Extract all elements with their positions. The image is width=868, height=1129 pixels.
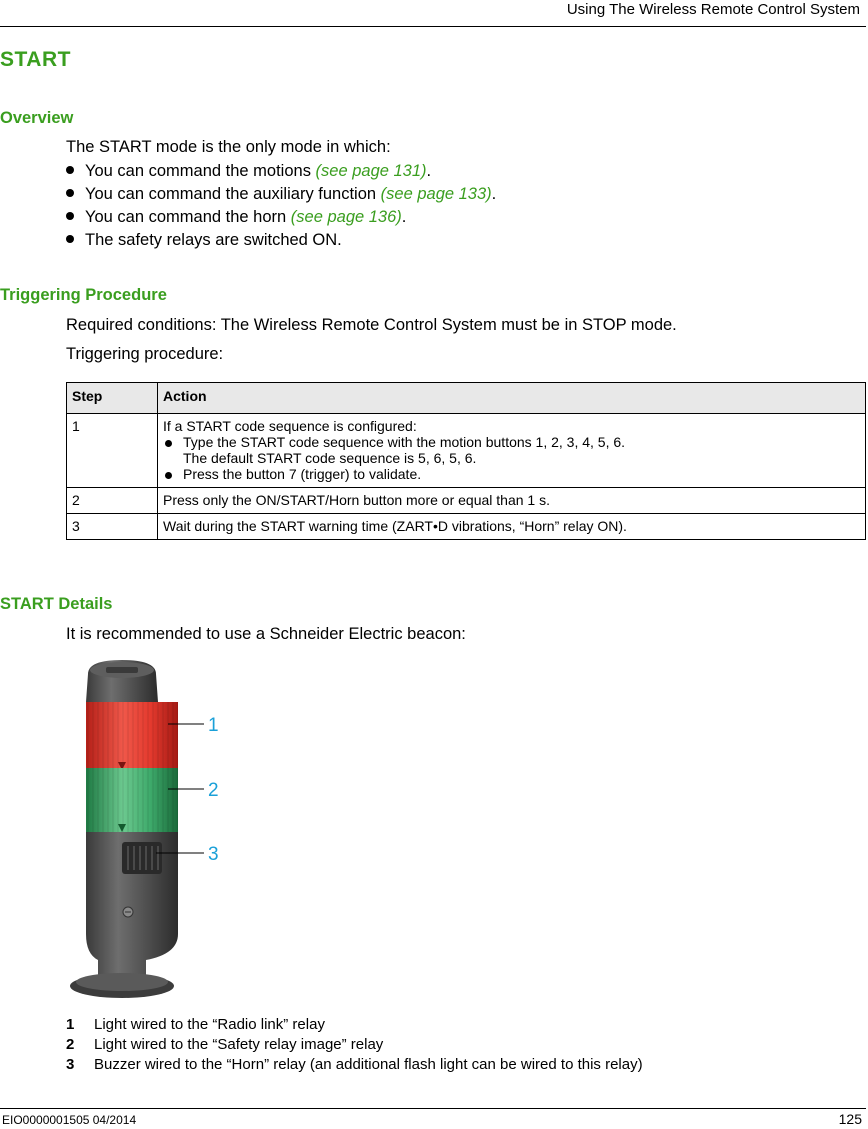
beacon-svg: [66, 654, 246, 1010]
details-heading: START Details: [0, 595, 113, 613]
bullet-dot: [165, 440, 172, 447]
bullet-dot: [66, 189, 74, 197]
action-bullet: Type the START code sequence with the motion buttons 1, 2, 3, 4, 5, 6.: [163, 434, 859, 450]
callout-1: 1: [208, 715, 219, 736]
legend-item: [66, 1036, 383, 1053]
table-header-row: [67, 383, 866, 414]
details-intro: It is recommended to use a Schneider Electric beacon:: [66, 625, 466, 643]
overview-bullet: You can command the horn (see page 136).: [66, 208, 406, 227]
overview-bullet: The safety relays are switched ON.: [66, 231, 342, 250]
legend-item: [66, 1016, 325, 1033]
legend-text: Light wired to the “Radio link” relay: [94, 1016, 325, 1033]
procedure-label: Triggering procedure:: [66, 345, 224, 363]
legend-text: Buzzer wired to the “Horn” relay (an additional flash light can be wired to this relay): [94, 1056, 643, 1073]
required-conditions: Required conditions: The Wireless Remote Control System must be in STOP mode.: [66, 316, 677, 334]
legend-number: 1: [66, 1016, 75, 1033]
legend-number: 2: [66, 1036, 75, 1053]
overview-bullet: You can command the motions (see page 131).: [66, 162, 431, 181]
header-title: Using The Wireless Remote Control System: [566, 1, 860, 18]
beacon-illustration: [66, 654, 246, 1010]
callout-3: 3: [208, 844, 219, 865]
column-header-step: Step: [67, 383, 158, 414]
table-row: [67, 514, 866, 540]
overview-heading: Overview: [0, 109, 74, 127]
action-cell: [158, 414, 866, 488]
page-link[interactable]: (see page 131): [315, 162, 427, 180]
bullet-dot: [66, 235, 74, 243]
action-bullet-sub: The default START code sequence is 5, 6, 5, 6.: [183, 450, 477, 466]
page-header: [0, 0, 866, 27]
bullet-dot: [66, 212, 74, 220]
procedure-table: [66, 382, 866, 540]
page-title: START: [0, 48, 71, 71]
table-row: [67, 414, 866, 488]
footer-doc-id: EIO0000001505 04/2014: [2, 1113, 137, 1127]
footer-rule: [0, 1108, 866, 1109]
footer-page-number: 125: [838, 1111, 862, 1127]
triggering-heading: Triggering Procedure: [0, 286, 167, 304]
bullet-dot: [66, 166, 74, 174]
step-cell: 1: [67, 414, 158, 488]
beacon-cap-slot: [106, 667, 138, 673]
column-header-action: Action: [158, 383, 866, 414]
table-row: [67, 488, 866, 514]
legend-text: Light wired to the “Safety relay image” relay: [94, 1036, 384, 1053]
step-cell: 3: [67, 514, 158, 540]
overview-intro: The START mode is the only mode in which:: [66, 138, 391, 156]
legend-item: [66, 1056, 643, 1073]
beacon-base: [86, 882, 178, 976]
page-link[interactable]: (see page 136): [290, 208, 402, 226]
page-link[interactable]: (see page 133): [380, 185, 492, 203]
action-cell: Press only the ON/START/Horn button more or equal than 1 s.: [158, 488, 866, 514]
callout-2: 2: [208, 780, 219, 801]
overview-bullet: You can command the auxiliary function (see page 133).: [66, 185, 496, 204]
action-bullet: Press the button 7 (trigger) to validate.: [163, 466, 859, 482]
action-cell: Wait during the START warning time (ZART•D vibrations, “Horn” relay ON).: [158, 514, 866, 540]
action-line: If a START code sequence is configured:: [163, 418, 417, 434]
bullet-dot: [165, 472, 172, 479]
step-cell: 2: [67, 488, 158, 514]
legend-number: 3: [66, 1056, 75, 1073]
